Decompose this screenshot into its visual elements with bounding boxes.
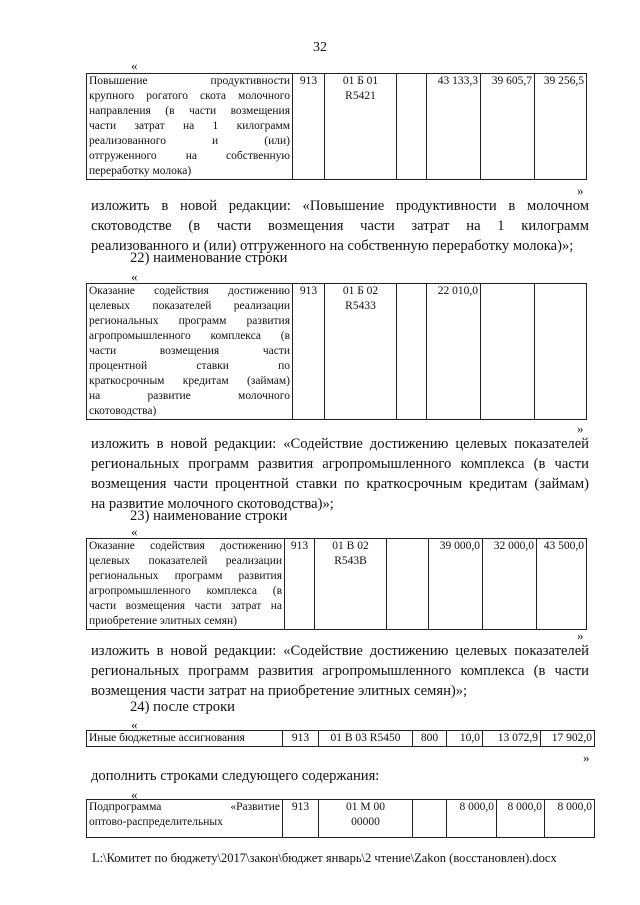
quote-open: « bbox=[131, 524, 138, 539]
edit-paragraph-3: изложить в новой редакции: «Содействие достижению целевых показателей региональных программ развития агропромышленного комплекса (в части возмещения части затрат на приобретение элитных семян)»; bbox=[91, 643, 589, 699]
quote-close: » bbox=[577, 183, 584, 198]
item-24-heading: 24) после строки bbox=[130, 699, 235, 715]
amount-year-3: 8 000,0 bbox=[545, 800, 595, 838]
amount-year-1: 22 010,0 bbox=[427, 284, 481, 420]
target-code: 01 Б 01 R5421 bbox=[325, 74, 397, 180]
quote-open: « bbox=[131, 58, 138, 73]
amount-year-2: 8 000,0 bbox=[497, 800, 545, 838]
row-description: Подпрограмма «Развитие оптово-распределительных bbox=[87, 800, 283, 838]
amount-year-1: 39 000,0 bbox=[429, 539, 483, 630]
item-22-heading: 22) наименование строки bbox=[130, 250, 288, 266]
target-code: 01 Б 02 R5433 bbox=[325, 284, 397, 420]
budget-table-row-4 bbox=[86, 730, 595, 747]
row-description: Повышение продуктивности крупного рогатого скота молочного направления (в части возмещения части затрат на 1 килограмм реализованного и (или) отгруженного на собственную переработку молока) bbox=[87, 74, 293, 180]
amount-year-3: 39 256,5 bbox=[535, 74, 587, 180]
quote-close: » bbox=[577, 421, 584, 436]
expense-type bbox=[397, 284, 427, 420]
amount-year-3: 43 500,0 bbox=[537, 539, 587, 630]
budget-table-row-3 bbox=[86, 538, 587, 630]
amount-year-2 bbox=[481, 284, 535, 420]
budget-table-row-5 bbox=[86, 799, 595, 838]
footer-file-path: L:\Комитет по бюджету\2017\закон\бюджет январь\2 чтение\Zakon (восстановлен).docx bbox=[92, 851, 557, 865]
expense-type bbox=[413, 800, 447, 838]
quote-open: « bbox=[131, 787, 138, 802]
amount-year-1: 43 133,3 bbox=[427, 74, 481, 180]
row-description: Иные бюджетные ассигнования bbox=[87, 731, 283, 747]
amount-year-3 bbox=[535, 284, 587, 420]
target-code: 01 В 02 R543B bbox=[315, 539, 387, 630]
row-description: Оказание содействия достижению целевых показателей реализации региональных программ развития агропромышленного комплекса (в части возмещения части процентной ставки по краткосрочным кредитам (займам) на развитие молочного скотоводства) bbox=[87, 284, 293, 420]
amount-year-1: 10,0 bbox=[447, 731, 483, 747]
budget-table-row-2 bbox=[86, 283, 587, 420]
edit-paragraph-1: изложить в новой редакции: «Повышение продуктивности в молочном скотоводстве (в части возмещения части затрат на 1 килограмм реализованного и (или) отгруженного на собственную переработку молока)»; bbox=[91, 198, 589, 254]
amount-year-2: 39 605,7 bbox=[481, 74, 535, 180]
grbs-code: 913 bbox=[283, 800, 319, 838]
quote-close: » bbox=[583, 750, 590, 765]
grbs-code: 913 bbox=[285, 539, 315, 630]
budget-table-row-1 bbox=[86, 73, 587, 180]
amount-year-2: 13 072,9 bbox=[483, 731, 541, 747]
quote-close: » bbox=[577, 628, 584, 643]
target-code: 01 М 00 00000 bbox=[319, 800, 413, 838]
expense-type bbox=[397, 74, 427, 180]
expense-type: 800 bbox=[413, 731, 447, 747]
row-description: Оказание содействия достижению целевых показателей реализации региональных программ развития агропромышленного комплекса (в части возмещения части затрат на приобретение элитных семян) bbox=[87, 539, 285, 630]
grbs-code: 913 bbox=[293, 74, 325, 180]
amount-year-3: 17 902,0 bbox=[541, 731, 595, 747]
target-code: 01 В 03 R5450 bbox=[319, 731, 413, 747]
amount-year-2: 32 000,0 bbox=[483, 539, 537, 630]
grbs-code: 913 bbox=[283, 731, 319, 747]
amount-year-1: 8 000,0 bbox=[447, 800, 497, 838]
quote-open: « bbox=[131, 717, 138, 732]
quote-open: « bbox=[131, 269, 138, 284]
page-number: 32 bbox=[313, 40, 327, 55]
item-23-heading: 23) наименование строки bbox=[130, 508, 288, 524]
edit-paragraph-2: изложить в новой редакции: «Содействие достижению целевых показателей региональных программ развития агропромышленного комплекса (в части возмещения части процентной ставки по краткосрочным кредитам (займам) на развитие молочного скотоводства)»; bbox=[91, 436, 589, 512]
grbs-code: 913 bbox=[293, 284, 325, 420]
expense-type bbox=[387, 539, 429, 630]
edit-paragraph-4: дополнить строками следующего содержания: bbox=[91, 768, 380, 784]
